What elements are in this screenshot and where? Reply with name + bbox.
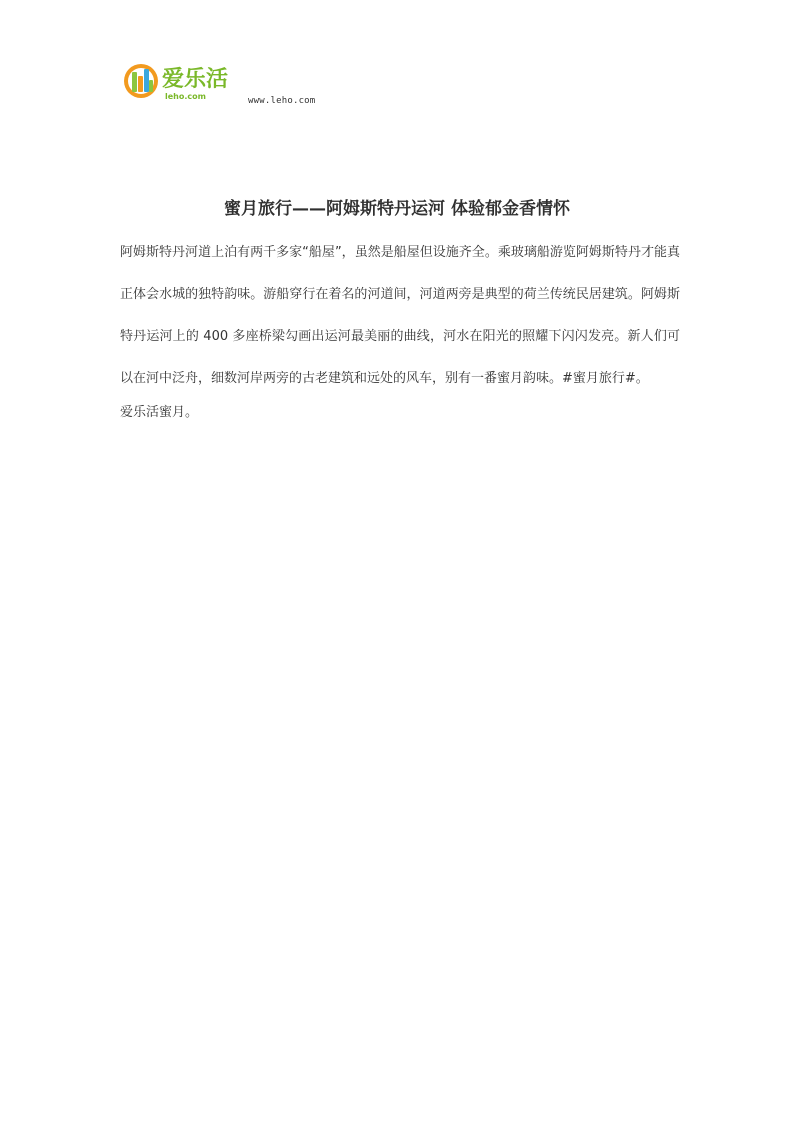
article-title: 蜜月旅行——阿姆斯特丹运河 体验郁金香情怀 [224, 199, 570, 220]
leho-logo-graphic [120, 58, 246, 104]
logo-domain-text: leho.com [165, 92, 206, 101]
logo-bar-blue [144, 69, 149, 92]
logo-bar-green [132, 72, 137, 92]
article-paragraph: 阿姆斯特丹河道上泊有两千多家“船屋”，虽然是船屋但设施齐全。乘玻璃船游览阿姆斯特丹才能真正体会水城的独特韵味。游船穿行在着名的河道间，河道两旁是典型的荷兰传统民居建筑。阿姆斯特丹运河上的 400 多座桥梁勾画出运河最美丽的曲线，河水在阳光的照耀下闪闪发亮。新人们可以在河中泛舟，细数河岸两旁的古老建筑和远处的风车，别有一番蜜月韵味。#蜜月旅行#。 [120, 245, 680, 386]
page-header [120, 58, 360, 114]
article-closing: 爱乐活蜜月。 [120, 405, 199, 420]
logo-bar-small [149, 80, 153, 92]
logo-bar-orange [138, 76, 143, 92]
logo-brand-text: 爱乐活 [162, 67, 229, 92]
site-url: www.leho.com [248, 96, 316, 106]
article-body [120, 232, 680, 428]
leho-logo [120, 58, 246, 104]
